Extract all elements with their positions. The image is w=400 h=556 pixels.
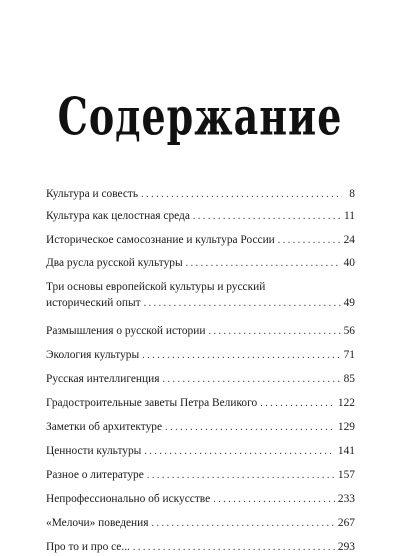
- toc-entry[interactable]: [46, 395, 355, 411]
- toc-entry-title: Размышления о русской истории: [46, 323, 208, 339]
- toc-entry-title-line1: Три основы европейской культуры и русский: [46, 281, 266, 293]
- dot-leader: [162, 372, 340, 388]
- toc-entry-page: 141: [337, 445, 355, 457]
- dot-leader: [133, 540, 335, 556]
- dot-leader: [151, 516, 334, 532]
- dot-leader: [147, 468, 335, 484]
- toc-entry-title: Про то и про се...: [46, 539, 133, 555]
- toc-entry-page: 85: [343, 373, 355, 385]
- toc-entry-title: Русская интеллигенция: [46, 371, 162, 387]
- toc-entry-title: Градостроительные заветы Петра Великого: [46, 395, 260, 411]
- toc-entry-title: Историческое самосознание и культура России: [46, 232, 278, 248]
- toc-entry[interactable]: [46, 347, 355, 363]
- toc-entry-page: 40: [343, 257, 355, 269]
- toc-entry-page: 233: [337, 493, 355, 505]
- toc-entry-page: 293: [337, 541, 355, 553]
- toc-entry-title: Культура как целостная среда: [46, 208, 193, 224]
- toc-entry-title: Культура и совесть: [46, 186, 141, 202]
- dot-leader: [208, 324, 340, 340]
- toc-entry-page: 56: [343, 325, 355, 337]
- dot-leader: [144, 444, 335, 460]
- toc-entry[interactable]: [46, 467, 355, 483]
- dot-leader: [193, 209, 341, 225]
- dot-leader: [278, 233, 341, 249]
- toc-entry-page: 157: [337, 469, 355, 481]
- toc-entry[interactable]: [46, 232, 355, 248]
- toc-entry[interactable]: [46, 371, 355, 387]
- toc-entry-page: 11: [344, 210, 355, 222]
- toc-entry-page: 24: [343, 234, 355, 246]
- toc-entry[interactable]: [46, 491, 355, 507]
- dot-leader: [141, 187, 342, 203]
- toc-entry-page: 8: [349, 188, 355, 200]
- toc-entry-title: Разное о литературе: [46, 467, 147, 483]
- dot-leader: [260, 396, 335, 412]
- dot-leader: [186, 256, 341, 272]
- table-of-contents: [46, 186, 355, 555]
- toc-entry-title-line2: исторический опыт: [46, 295, 144, 311]
- toc-entry[interactable]: [46, 515, 355, 531]
- toc-entry-title: Ценности культуры: [46, 443, 144, 459]
- toc-entry-page: 129: [337, 421, 355, 433]
- dot-leader: [142, 348, 340, 364]
- toc-entry[interactable]: [46, 255, 355, 271]
- toc-entry-page: 49: [343, 297, 355, 309]
- toc-entry-page: 122: [337, 397, 355, 409]
- toc-entry[interactable]: [46, 539, 355, 555]
- dot-leader: [144, 296, 341, 312]
- toc-entry[interactable]: [46, 279, 355, 312]
- toc-entry[interactable]: [46, 186, 355, 202]
- toc-entry-title: Экология культуры: [46, 347, 142, 363]
- toc-entry-page: 267: [337, 517, 355, 529]
- toc-entry-title: Заметки об архитектуре: [46, 419, 165, 435]
- toc-entry[interactable]: [46, 208, 355, 224]
- toc-entry-page: 71: [343, 349, 355, 361]
- toc-entry[interactable]: [46, 419, 355, 435]
- toc-entry-title: «Мелочи» поведения: [46, 515, 151, 531]
- toc-entry[interactable]: [46, 443, 355, 459]
- dot-leader: [165, 420, 335, 436]
- dot-leader: [213, 492, 335, 508]
- page-title: Содержание: [57, 86, 343, 147]
- toc-entry-title: Два русла русской культуры: [46, 255, 186, 271]
- toc-entry[interactable]: [46, 323, 355, 339]
- toc-entry-title: Непрофессионально об искусстве: [46, 491, 213, 507]
